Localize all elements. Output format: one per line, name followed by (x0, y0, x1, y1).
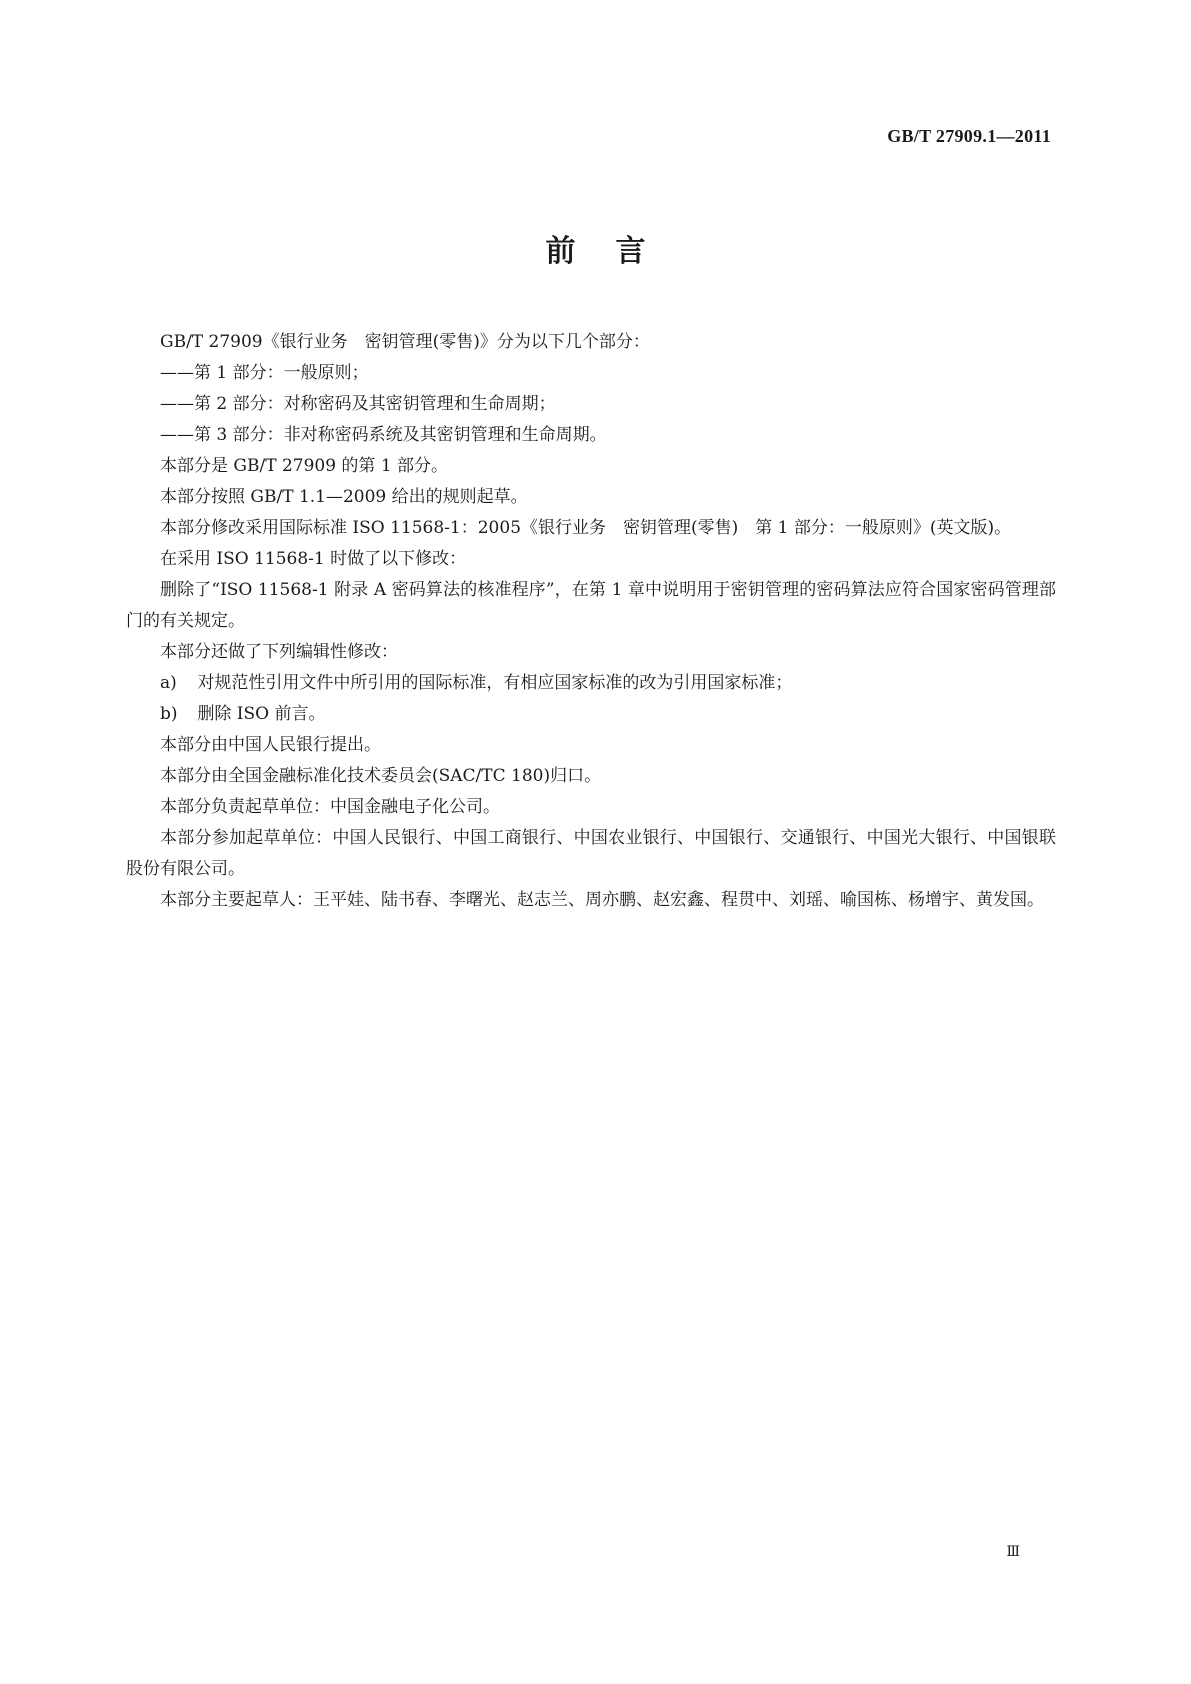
page-number: Ⅲ (1006, 1545, 1021, 1560)
paragraph-drafting-rules: 本部分按照 GB/T 1.1—2009 给出的规则起草。 (160, 487, 528, 507)
paragraph-proposer: 本部分由中国人民银行提出。 (160, 735, 381, 755)
paragraph-parts-intro: GB/T 27909《银行业务 密钥管理(零售)》分为以下几个部分： (160, 332, 650, 352)
paragraph-adoption: 本部分修改采用国际标准 ISO 11568-1：2005《银行业务 密钥管理(零售) 第 1 部分：一般原则》(英文版)。 (160, 518, 1012, 538)
list-item (126, 699, 1056, 730)
paragraph-modifications-intro: 在采用 ISO 11568-1 时做了以下修改： (160, 549, 467, 569)
list-item (126, 668, 1056, 699)
foreword-body (126, 327, 1056, 916)
paragraph-part-3: ——第 3 部分：非对称密码系统及其密钥管理和生命周期。 (160, 425, 607, 445)
paragraph-drafters: 本部分主要起草人：王平娃、陆书春、李曙光、赵志兰、周亦鹏、赵宏鑫、程贯中、刘瑶、喻国栋、杨增宇、黄发国。 (160, 890, 1044, 910)
list-text-b: 删除 ISO 前言。 (197, 704, 326, 724)
list-marker-b: b) (160, 704, 178, 724)
paragraph-committee: 本部分由全国金融标准化技术委员会(SAC/TC 180)归口。 (160, 766, 602, 786)
list-marker-a: a) (160, 673, 177, 693)
standard-code: GB/T 27909.1—2011 (887, 126, 1051, 146)
page-title: 前言 (545, 234, 686, 269)
paragraph-participating-units: 本部分参加起草单位：中国人民银行、中国工商银行、中国农业银行、中国银行、交通银行、中国光大银行、中国银联股份有限公司。 (126, 828, 1056, 879)
list-text-a: 对规范性引用文件中所引用的国际标准，有相应国家标准的改为引用国家标准； (197, 673, 793, 693)
paragraph-deletion: 删除了“ISO 11568-1 附录 A 密码算法的核准程序”，在第 1 章中说明用于密钥管理的密码算法应符合国家密码管理部门的有关规定。 (126, 580, 1056, 631)
paragraph-part-1: ——第 1 部分：一般原则； (160, 363, 369, 383)
paragraph-responsible-unit: 本部分负责起草单位：中国金融电子化公司。 (160, 797, 500, 817)
paragraph-part-2: ——第 2 部分：对称密码及其密钥管理和生命周期； (160, 394, 556, 414)
paragraph-editorial-intro: 本部分还做了下列编辑性修改： (160, 642, 398, 662)
paragraph-this-part: 本部分是 GB/T 27909 的第 1 部分。 (160, 456, 449, 476)
